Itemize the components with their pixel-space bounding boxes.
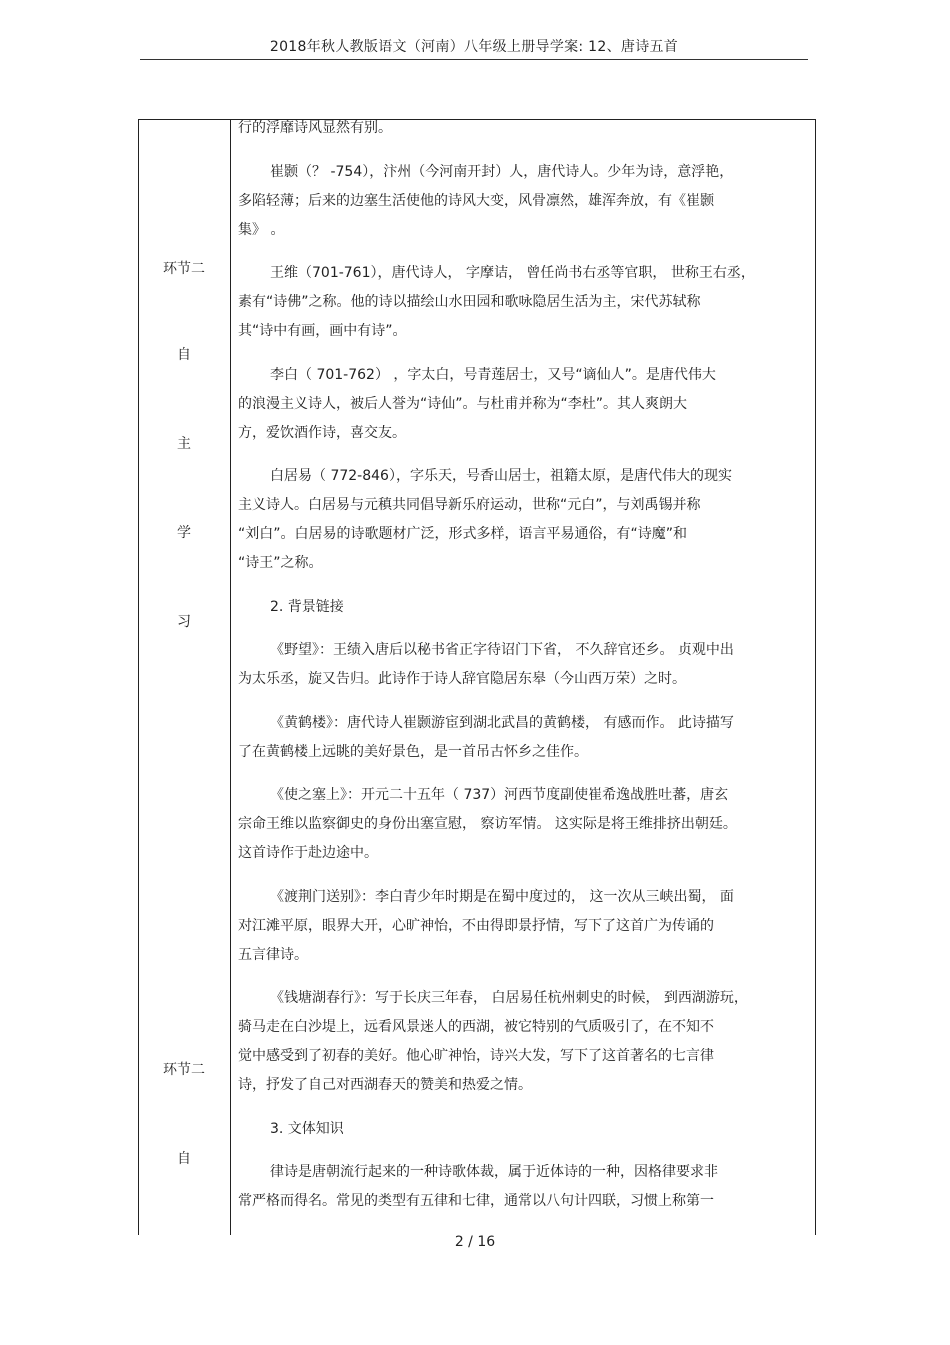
background-shi-zhi-sai-shang bbox=[238, 781, 812, 868]
background-qian-tang-hu bbox=[238, 984, 812, 1100]
background-huang-he-lou bbox=[238, 709, 812, 767]
text-line: 集》 。 bbox=[238, 221, 285, 238]
text-line: 主义诗人。白居易与元稹共同倡导新乐府运动，世称“元白”，与刘禹锡并称 bbox=[238, 497, 701, 513]
text-line: 《渡荆门送别》：李白青少年时期是在蜀中度过的， 这一次从三峡出蜀， 面 bbox=[270, 888, 734, 905]
text-line: 律诗是唐朝流行起来的一种诗歌体裁，属于近体诗的一种，因格律要求非 bbox=[270, 1164, 718, 1180]
author-cui-hao bbox=[238, 158, 812, 245]
section-label: 环节二 bbox=[163, 1062, 205, 1078]
text-line: 白居易（ 772-846），字乐天，号香山居士，祖籍太原，是唐代伟大的现实 bbox=[270, 468, 732, 484]
section-label-char: 习 bbox=[177, 614, 191, 630]
text-line: 方，爱饮酒作诗，喜交友。 bbox=[238, 424, 406, 441]
text-line: 觉中感受到了初春的美好。他心旷神怡，诗兴大发，写下了这首著名的七言律 bbox=[238, 1048, 714, 1064]
text-line: 其“诗中有画，画中有诗”。 bbox=[238, 323, 407, 339]
text-line: “刘白”。白居易的诗歌题材广泛，形式多样，语言平易通俗，有“诗魔”和 bbox=[238, 526, 688, 542]
header-rule bbox=[140, 59, 808, 60]
background-du-jing-men bbox=[238, 883, 812, 970]
text-line: 了在黄鹤楼上远眺的美好景色，是一首吊古怀乡之佳作。 bbox=[238, 743, 588, 760]
page-number: 2 / 16 bbox=[454, 1234, 496, 1250]
text-line: 的浪漫主义诗人，被后人誉为“诗仙”。与杜甫并称为“李杜”。其人爽朗大 bbox=[238, 395, 688, 412]
text-line: 崔颢（？ -754），汴州（今河南开封）人，唐代诗人。少年为诗，意浮艳， bbox=[270, 163, 734, 180]
text-line: 《野望》：王绩入唐后以秘书省正字待诏门下省， 不久辞官还乡。 贞观中出 bbox=[270, 642, 734, 658]
text-line: “诗王”之称。 bbox=[238, 555, 323, 571]
page-header-title: 2018年秋人教版语文（河南）八年级上册导学案: 12、唐诗五首 bbox=[269, 39, 679, 55]
text-line: 《钱塘湖春行》：写于长庆三年春， 白居易任杭州刺史的时候， 到西湖游玩， bbox=[270, 990, 748, 1006]
text-line: 多陷轻薄；后来的边塞生活使他的诗风大变，风骨凛然，雄浑奔放，有《崔颢 bbox=[238, 192, 714, 209]
text-line: 素有“诗佛”之称。他的诗以描绘山水田园和歌咏隐居生活为主，宋代苏轼称 bbox=[238, 294, 701, 310]
section-label-char: 主 bbox=[177, 436, 191, 452]
content-cell bbox=[238, 114, 812, 1216]
table-column-divider bbox=[230, 119, 231, 1235]
text-line: 诗，抒发了自己对西湖春天的赞美和热爱之情。 bbox=[238, 1077, 532, 1093]
author-wang-wei bbox=[238, 259, 812, 346]
intro-paragraph bbox=[238, 114, 812, 143]
text-line: 《黄鹤楼》：唐代诗人崔颢游宦到湖北武昌的黄鹤楼， 有感而作。 此诗描写 bbox=[270, 714, 734, 731]
section-heading-background bbox=[238, 593, 812, 622]
text-line: 对江滩平原，眼界大开，心旷神怡，不由得即景抒情，写下了这首广为传诵的 bbox=[238, 917, 714, 934]
text-line: 宗命王维以监察御史的身份出塞宣慰， 察访军情。 这实际是将王维排挤出朝廷。 bbox=[238, 816, 737, 832]
text-line: 常严格而得名。常见的类型有五律和七律，通常以八句计四联，习惯上称第一 bbox=[238, 1193, 714, 1209]
text-line: 骑马走在白沙堤上，远看风景迷人的西湖，被它特别的气质吸引了，在不知不 bbox=[238, 1019, 714, 1035]
text-line: 3. 文体知识 bbox=[270, 1120, 344, 1137]
text-line: 2. 背景链接 bbox=[270, 598, 344, 615]
text-line: 李白（ 701-762） ，字太白，号青莲居士，又号“谪仙人”。是唐代伟大 bbox=[270, 366, 716, 383]
author-li-bai bbox=[238, 361, 812, 448]
text-line: 这首诗作于赴边途中。 bbox=[238, 845, 378, 861]
author-bai-juyi bbox=[238, 462, 812, 578]
background-ye-wang bbox=[238, 636, 812, 694]
section-label-char: 自 bbox=[177, 347, 191, 363]
text-line: 为太乐丞，旋又告归。此诗作于诗人辞官隐居东皋（今山西万荣）之时。 bbox=[238, 671, 686, 687]
genre-paragraph bbox=[238, 1158, 812, 1216]
text-line: 王维（701-761），唐代诗人， 字摩诘， 曾任尚书右丞等官职， 世称王右丞， bbox=[270, 265, 755, 281]
text-line: 五言律诗。 bbox=[238, 946, 308, 963]
text-line: 行的浮靡诗风显然有别。 bbox=[238, 120, 392, 136]
section-heading-genre bbox=[238, 1115, 812, 1144]
text-line: 《使之塞上》：开元二十五年（ 737）河西节度副使崔希逸战胜吐蕃，唐玄 bbox=[270, 787, 729, 803]
section-label-char: 学 bbox=[177, 525, 191, 541]
section-label-char: 自 bbox=[177, 1151, 191, 1167]
section-label: 环节二 bbox=[163, 261, 205, 277]
